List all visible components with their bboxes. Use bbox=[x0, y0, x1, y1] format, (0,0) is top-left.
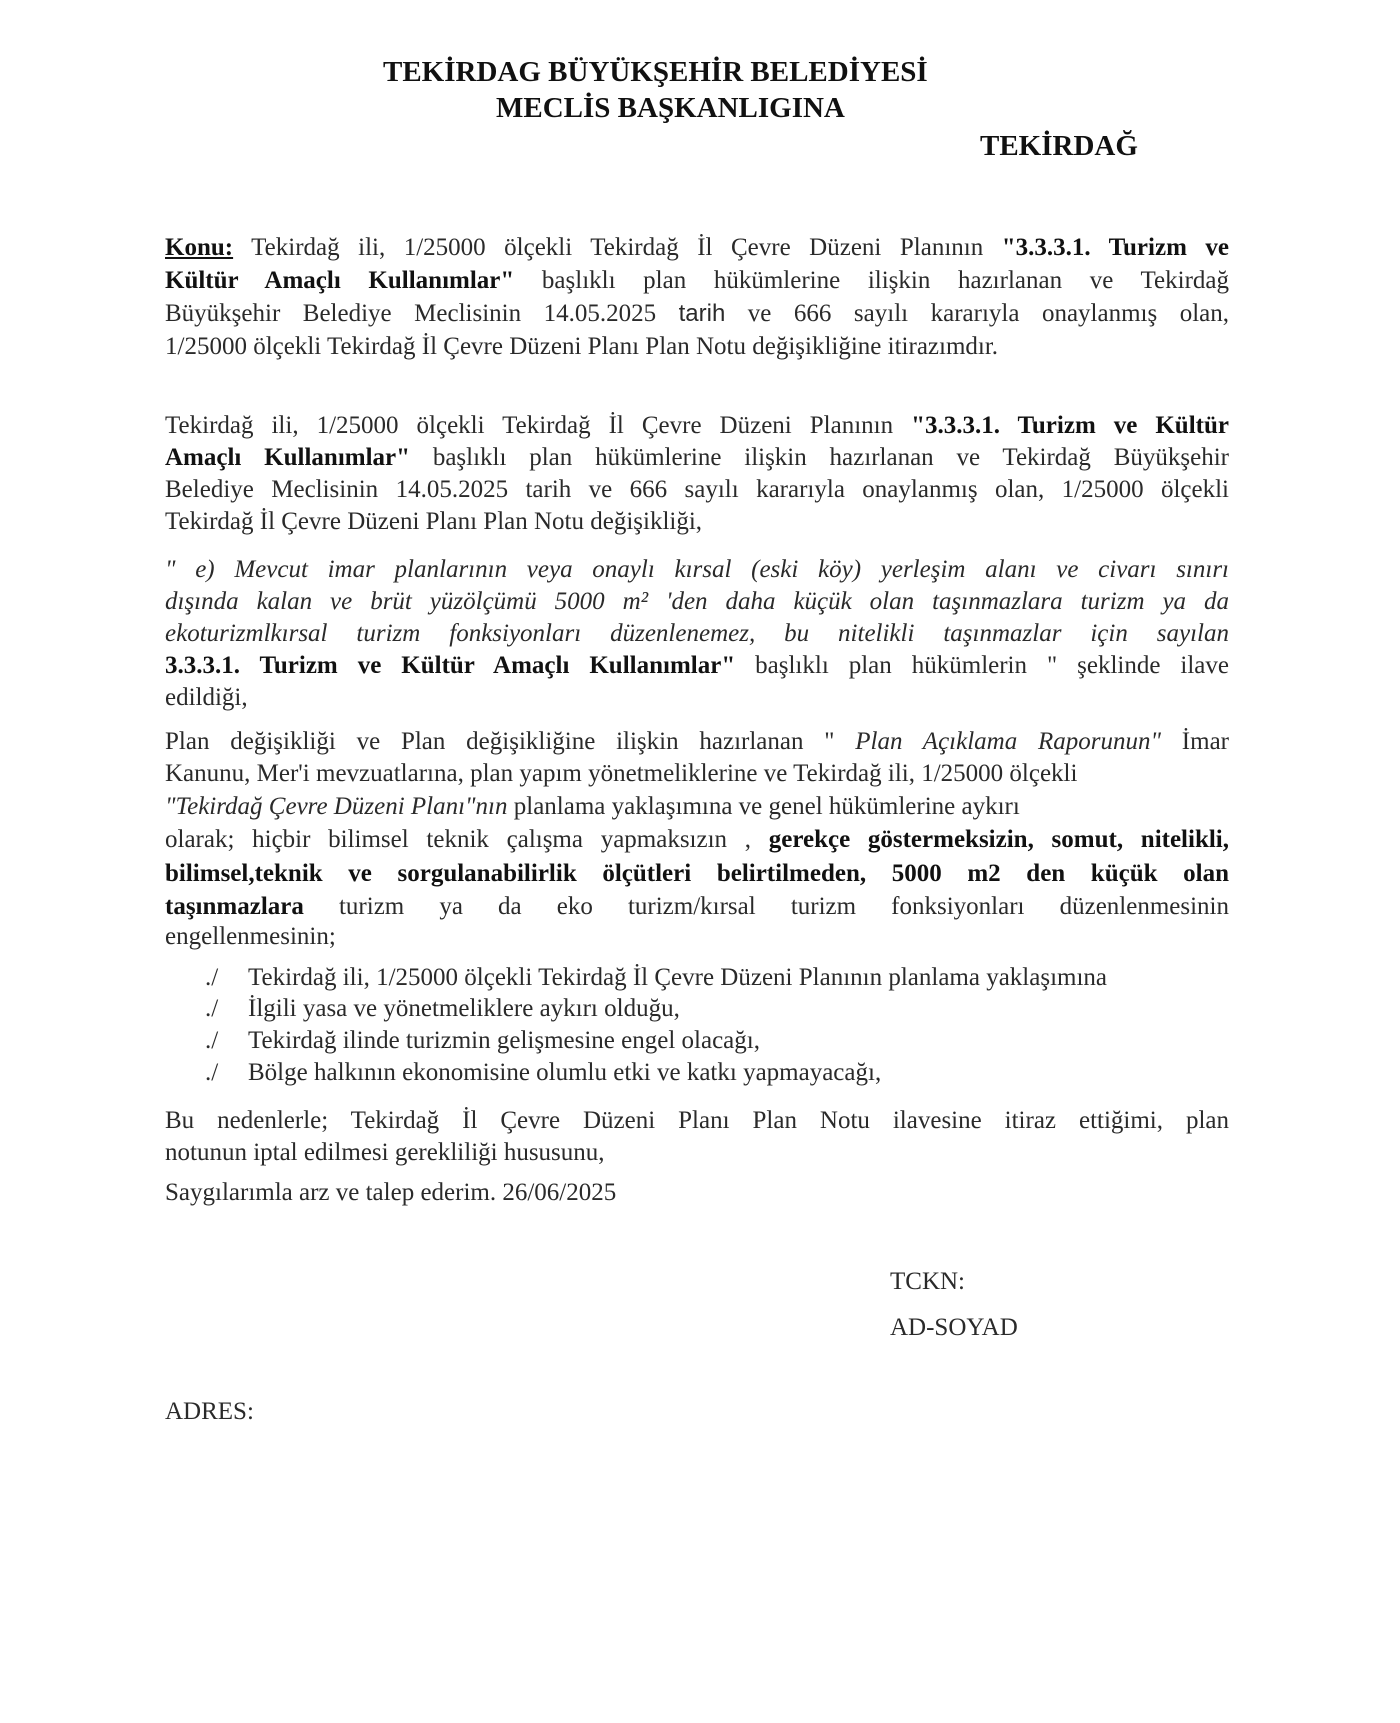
text-line: Tekirdağ ili, 1/25000 ölçekli Tekirdağ İl Çevre Düzeni Planının "3.3.3.1. Turizm ve Kültür bbox=[165, 412, 1229, 439]
text-line: bilimsel,teknik ve sorgulanabilirlik ölçütleri belirtilmeden, 5000 m2 den küçük olan bbox=[165, 860, 1229, 887]
list-item: ./ İlgili yasa ve yönetmeliklere aykırı olduğu, bbox=[205, 995, 680, 1022]
text-line: Kanunu, Mer'i mevzuatlarına, plan yapım yönetmeliklerine ve Tekirdağ ili, 1/25000 ölçekli bbox=[165, 760, 1078, 787]
text-line: Bu nedenlerle; Tekirdağ İl Çevre Düzeni Planı Plan Notu ilavesine itiraz ettiğimi, plan bbox=[165, 1107, 1229, 1134]
text-line: Amaçlı Kullanımlar" başlıklı plan hükümlerine ilişkin hazırlanan ve Tekirdağ Büyükşehir bbox=[165, 444, 1229, 471]
text-line: engellenmesinin; bbox=[165, 923, 336, 950]
text-line: "Tekirdağ Çevre Düzeni Planı"nın planlama yaklaşımına ve genel hükümlerine aykırı bbox=[165, 793, 1020, 820]
text-line: dışında kalan ve brüt yüzölçümü 5000 m² 'den daha küçük olan taşınmazlara turizm ya da bbox=[165, 588, 1229, 615]
closing-line: Saygılarımla arz ve talep ederim. 26/06/2025 bbox=[165, 1179, 617, 1206]
tckn-label: TCKN: bbox=[890, 1268, 965, 1295]
addressee-line-1: TEKİRDAG BÜYÜKŞEHİR BELEDİYESİ bbox=[383, 56, 928, 88]
subject-line: 1/25000 ölçekli Tekirdağ İl Çevre Düzeni Planı Plan Notu değişikliğine itirazımdır. bbox=[165, 333, 999, 360]
text-line: taşınmazlara turizm ya da eko turizm/kırsal turizm fonksiyonları düzenlenmesinin bbox=[165, 893, 1229, 920]
text-line: ekoturizmlkırsal turizm fonksiyonları düzenlenemez, bu nitelikli taşınmazlar için sayılan bbox=[165, 620, 1229, 647]
text-line: " e) Mevcut imar planlarının veya onaylı kırsal (eski köy) yerleşim alanı ve civarı sınırı bbox=[165, 556, 1229, 583]
addressee-line-2: MECLİS BAŞKANLIGINA bbox=[496, 92, 845, 124]
address-label: ADRES: bbox=[165, 1398, 254, 1425]
text-line: edildiği, bbox=[165, 684, 248, 711]
subject-line: Konu: Tekirdağ ili, 1/25000 ölçekli Tekirdağ İl Çevre Düzeni Planının "3.3.3.1. Turizm ve bbox=[165, 234, 1229, 261]
text-line: Tekirdağ İl Çevre Düzeni Planı Plan Notu değişikliği, bbox=[165, 508, 703, 535]
name-label: AD-SOYAD bbox=[890, 1314, 1018, 1341]
text-line: olarak; hiçbir bilimsel teknik çalışma yapmaksızın , gerekçe göstermeksizin, somut, nitelikli, bbox=[165, 826, 1229, 853]
text-line: Plan değişikliği ve Plan değişikliğine ilişkin hazırlanan " Plan Açıklama Raporunun" İmar bbox=[165, 728, 1229, 755]
list-item: ./ Tekirdağ ili, 1/25000 ölçekli Tekirdağ İl Çevre Düzeni Planının planlama yaklaşımına bbox=[205, 964, 1108, 991]
subject-line: Kültür Amaçlı Kullanımlar" başlıklı plan hükümlerine ilişkin hazırlanan ve Tekirdağ bbox=[165, 267, 1229, 294]
subject-label: Konu: bbox=[165, 234, 234, 261]
list-item: ./ Tekirdağ ilinde turizmin gelişmesine engel olacağı, bbox=[205, 1027, 760, 1054]
subject-line: Büyükşehir Belediye Meclisinin 14.05.2025 tarih ve 666 sayılı kararıyla onaylanmış olan, bbox=[165, 300, 1230, 327]
text-line: 3.3.3.1. Turizm ve Kültür Amaçlı Kullanımlar" başlıklı plan hükümlerin " şeklinde ilave bbox=[165, 652, 1229, 679]
text-line: Belediye Meclisinin 14.05.2025 tarih ve 666 sayılı kararıyla onaylanmış olan, 1/25000 ölçekli bbox=[165, 476, 1229, 503]
list-item: ./ Bölge halkının ekonomisine olumlu etki ve katkı yapmayacağı, bbox=[205, 1059, 882, 1086]
addressee-city: TEKİRDAĞ bbox=[980, 130, 1138, 162]
text-line: notunun iptal edilmesi gerekliliği hususunu, bbox=[165, 1139, 605, 1166]
